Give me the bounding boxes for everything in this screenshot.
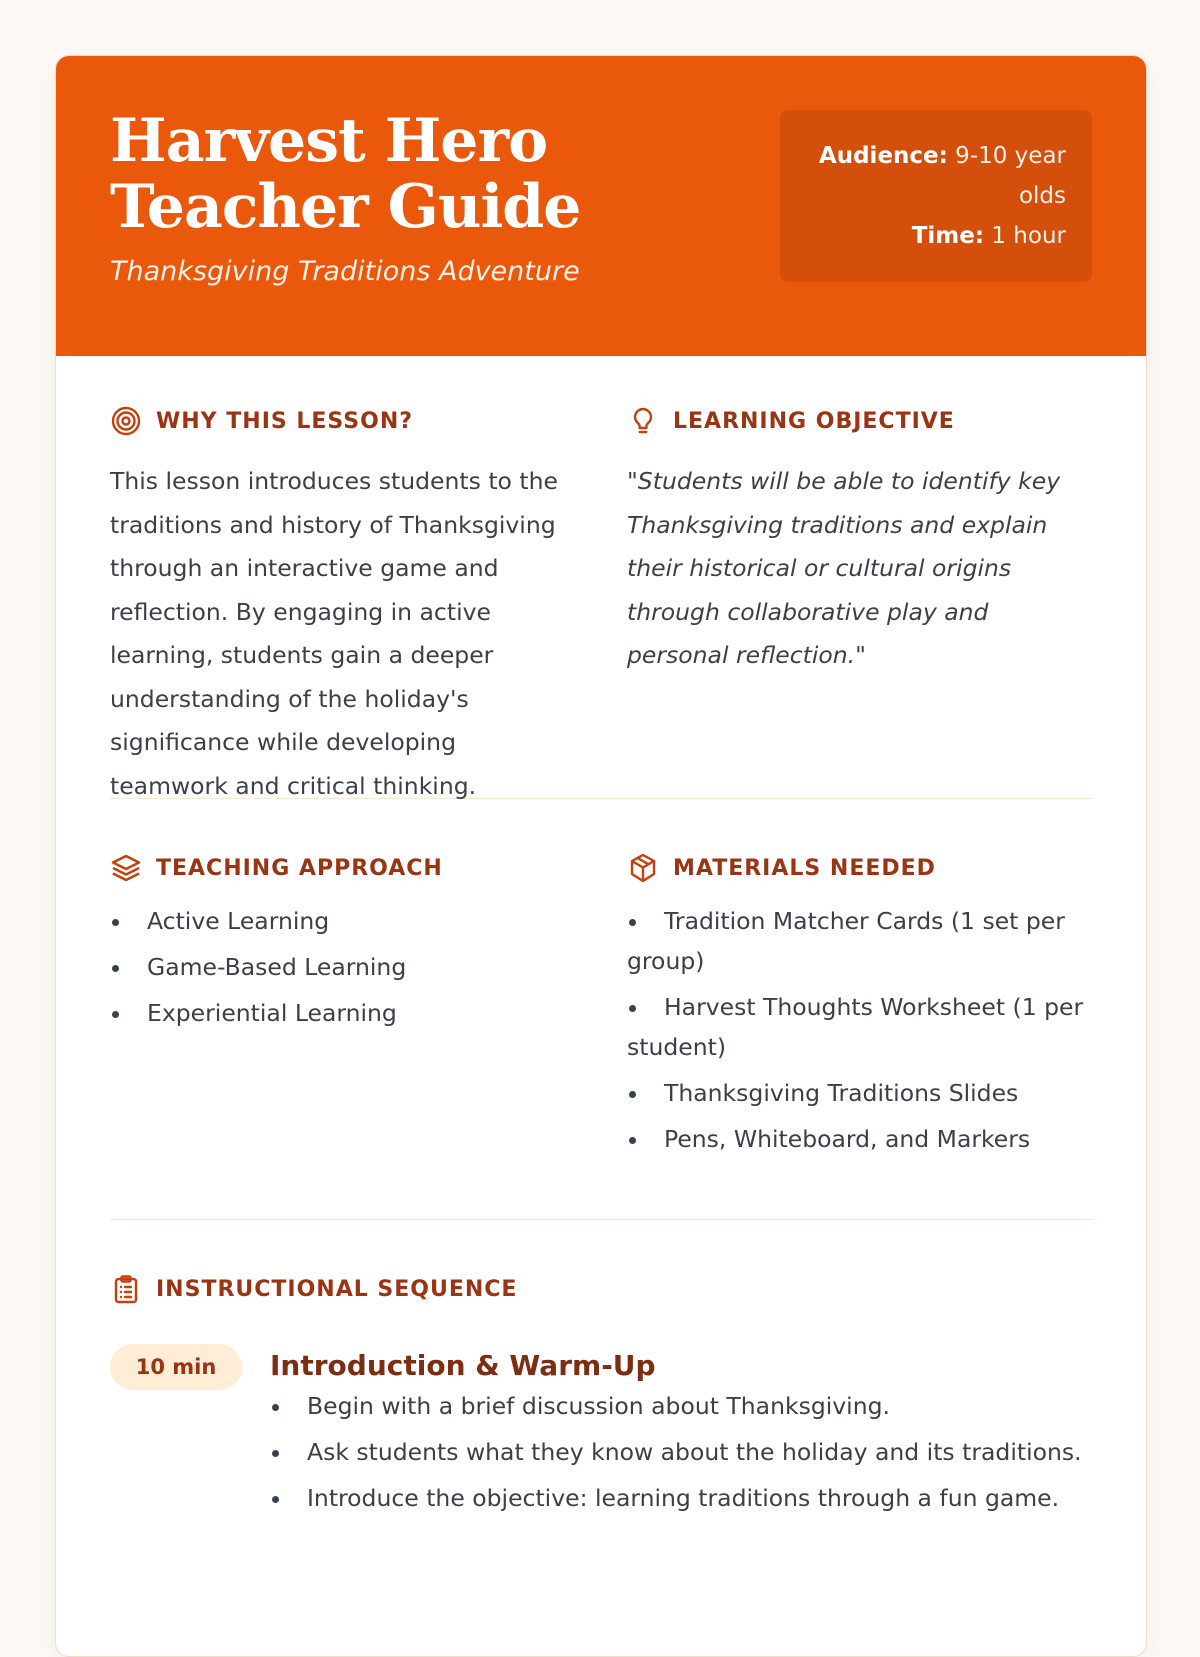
- list-item: Experiential Learning: [110, 993, 575, 1033]
- list-item: Thanksgiving Traditions Slides: [627, 1073, 1092, 1113]
- list-item: Game-Based Learning: [110, 947, 575, 987]
- objective-section: [627, 404, 1092, 798]
- list-item: Pens, Whiteboard, and Markers: [627, 1119, 1092, 1159]
- clipboard-icon: [110, 1273, 142, 1305]
- materials-heading: MATERIALS NEEDED: [673, 855, 936, 881]
- guide-header: [56, 56, 1146, 356]
- sequence-heading: INSTRUCTIONAL SEQUENCE: [156, 1276, 518, 1302]
- duration-badge: 10 min: [110, 1344, 242, 1390]
- overview-row: [110, 356, 1092, 798]
- lightbulb-icon: [627, 405, 659, 437]
- lesson-meta-box: [780, 110, 1092, 282]
- objective-heading: LEARNING OBJECTIVE: [673, 408, 955, 434]
- resources-row: [110, 799, 1092, 1219]
- approach-heading: TEACHING APPROACH: [156, 855, 443, 881]
- why-heading: WHY THIS LESSON?: [156, 408, 414, 434]
- audience-line: [806, 136, 1066, 216]
- approach-list: [110, 901, 575, 1033]
- why-section: [110, 404, 575, 798]
- list-item: Tradition Matcher Cards (1 set per group): [627, 901, 1092, 981]
- audience-label: Audience:: [818, 143, 948, 169]
- time-label: Time:: [911, 223, 985, 249]
- step-list: [270, 1386, 1082, 1518]
- list-item: Introduce the objective: learning traditions through a fun game.: [270, 1478, 1082, 1518]
- time-line: [806, 216, 1066, 256]
- layers-icon: [110, 852, 142, 884]
- objective-text: "Students will be able to identify key Thanksgiving traditions and explain their historical or cultural origins through collaborative play and personal reflection.": [627, 467, 1061, 669]
- box-icon: [627, 852, 659, 884]
- step-title: Introduction & Warm-Up: [270, 1349, 656, 1382]
- time-value: 1 hour: [991, 223, 1066, 249]
- page-title: Harvest Hero Teacher Guide: [110, 106, 581, 242]
- materials-list: [627, 901, 1092, 1159]
- materials-section: [627, 851, 1092, 1219]
- page-subtitle: Thanksgiving Traditions Adventure: [110, 256, 580, 287]
- why-text: This lesson introduces students to the traditions and history of Thanksgiving through an interactive game and reflection. By engaging in active learning, students gain a deeper understanding of the holiday's significance while developing teamwork and critical thinking.: [110, 467, 558, 800]
- audience-value: 9-10 year olds: [955, 143, 1066, 209]
- list-item: Ask students what they know about the holiday and its traditions.: [270, 1432, 1082, 1472]
- sequence-step: [110, 1346, 1092, 1524]
- list-item: Begin with a brief discussion about Thanksgiving.: [270, 1386, 1082, 1426]
- approach-section: [110, 851, 575, 1219]
- list-item: Harvest Thoughts Worksheet (1 per student): [627, 987, 1092, 1067]
- guide-body: [56, 356, 1146, 1524]
- list-item: Active Learning: [110, 901, 575, 941]
- sequence-section: [110, 1220, 1092, 1524]
- teacher-guide-card: [55, 55, 1147, 1657]
- target-icon: [110, 405, 142, 437]
